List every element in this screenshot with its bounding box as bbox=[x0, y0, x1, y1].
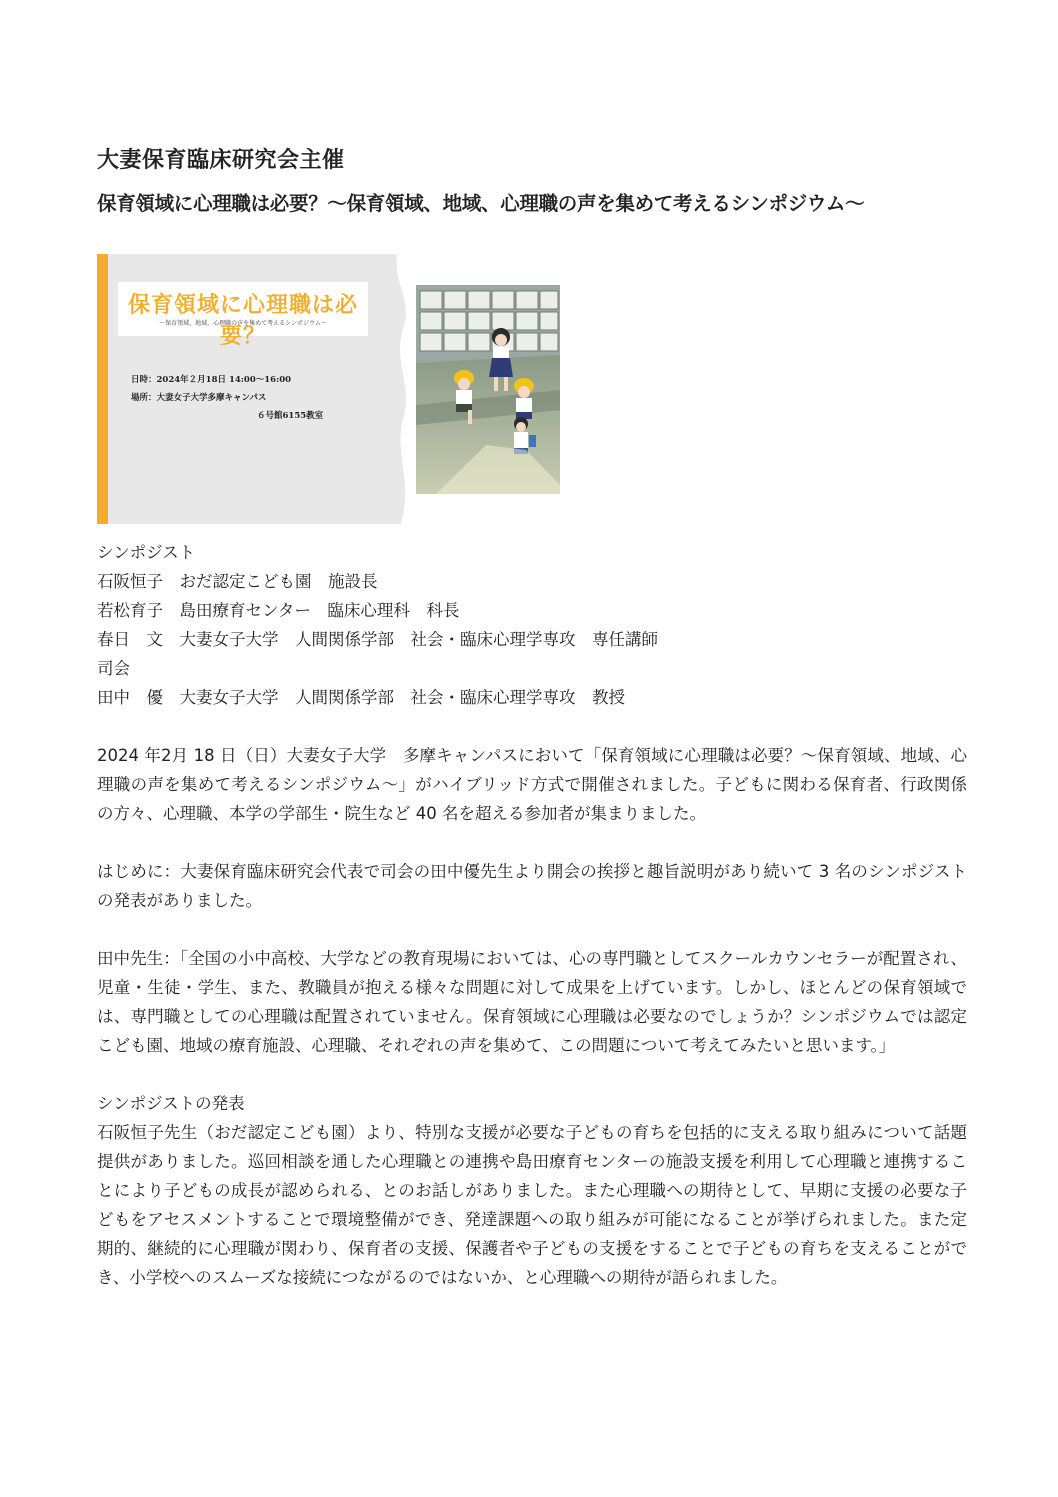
children-illustration bbox=[416, 285, 560, 494]
page-subtitle: 保育領域に心理職は必要？～保育領域、地域、心理職の声を集めて考えるシンポジウム～ bbox=[97, 192, 865, 215]
opening-paragraph: はじめに：大妻保育臨床研究会代表で司会の田中優先生より開会の挨拶と趣旨説明があり続いて 3 名のシンポジストの発表がありました。 bbox=[97, 862, 967, 910]
moderator-item: 田中 優 大妻女子大学 人間関係学部 社会・臨床心理学専攻 教授 bbox=[97, 688, 625, 707]
article-body bbox=[97, 538, 967, 1292]
ishizaka-paragraph: 石阪恒子先生（おだ認定こども園）より、特別な支援が必要な子どもの育ちを包括的に支える取り組みについて話題提供がありました。巡回相談を通した心理職との連携や島田療育センターの施設支援を利用して心理職と連携することにより子どもの成長が認められる、とのお話しがありました。また心理職への期待として、早期に支援の必要な子どもをアセスメントすることで環境整備ができ、発達課題への取り組みが可能になることが挙げられました。また定期的、継続的に心理職が関わり、保育者の支援、保護者や子どもの支援をすることで子どもの育ちを支えることができ、小学校へのスムーズな接続につながるのではないか、と心理職への期待が語られました。 bbox=[97, 1123, 967, 1287]
speakers-heading: シンポジスト bbox=[97, 543, 196, 562]
speaker-item: 春日 文 大妻女子大学 人間関係学部 社会・臨床心理学専攻 専任講師 bbox=[97, 630, 658, 649]
flyer-title: 保育領域に心理職は必要？ bbox=[127, 293, 358, 349]
flyer-date: 日時：2024年２月18日 14:00～16:00 bbox=[131, 375, 292, 385]
page-title: 大妻保育臨床研究会主催 bbox=[97, 148, 345, 173]
flyer-room: ６号館6155教室 bbox=[257, 411, 324, 421]
moderator-heading: 司会 bbox=[97, 659, 130, 678]
intro-paragraph: 2024 年2月 18 日（日）大妻女子大学 多摩キャンパスにおいて「保育領域に心理職は必要？～保育領域、地域、心理職の声を集めて考えるシンポジウム～」がハイブリッド方式で開催されました。子どもに関わる保育者、行政関係の方々、心理職、本学の学部生・院生など 40 名を超える参加者が集まりました。 bbox=[97, 746, 967, 823]
speaker-item: 石阪恒子 おだ認定こども園 施設長 bbox=[97, 572, 378, 591]
flyer-place: 場所：大妻女子大学多摩キャンパス bbox=[131, 393, 267, 403]
flyer-subtitle: ～保育領域、地域、心理職の声を集めて考えるシンポジウム～ bbox=[159, 320, 327, 327]
presentations-heading: シンポジストの発表 bbox=[97, 1094, 245, 1113]
flyer-accent-bar bbox=[97, 254, 108, 524]
speaker-item: 若松育子 島田療育センター 臨床心理科 科長 bbox=[97, 601, 460, 620]
event-flyer-image bbox=[97, 254, 579, 524]
tanaka-paragraph: 田中先生：「全国の小中高校、大学などの教育現場においては、心の専門職としてスクールカウンセラーが配置され、児童・生徒・学生、また、教職員が抱える様々な問題に対して成果を上げています。しかし、ほとんどの保育領域では、専門職としての心理職は配置されていません。保育領域に心理職は必要なのでしょうか？シンポジウムでは認定こども園、地域の療育施設、心理職、それぞれの声を集めて、この問題について考えてみたいと思います。」 bbox=[97, 949, 967, 1055]
flyer-title-box bbox=[118, 282, 368, 349]
